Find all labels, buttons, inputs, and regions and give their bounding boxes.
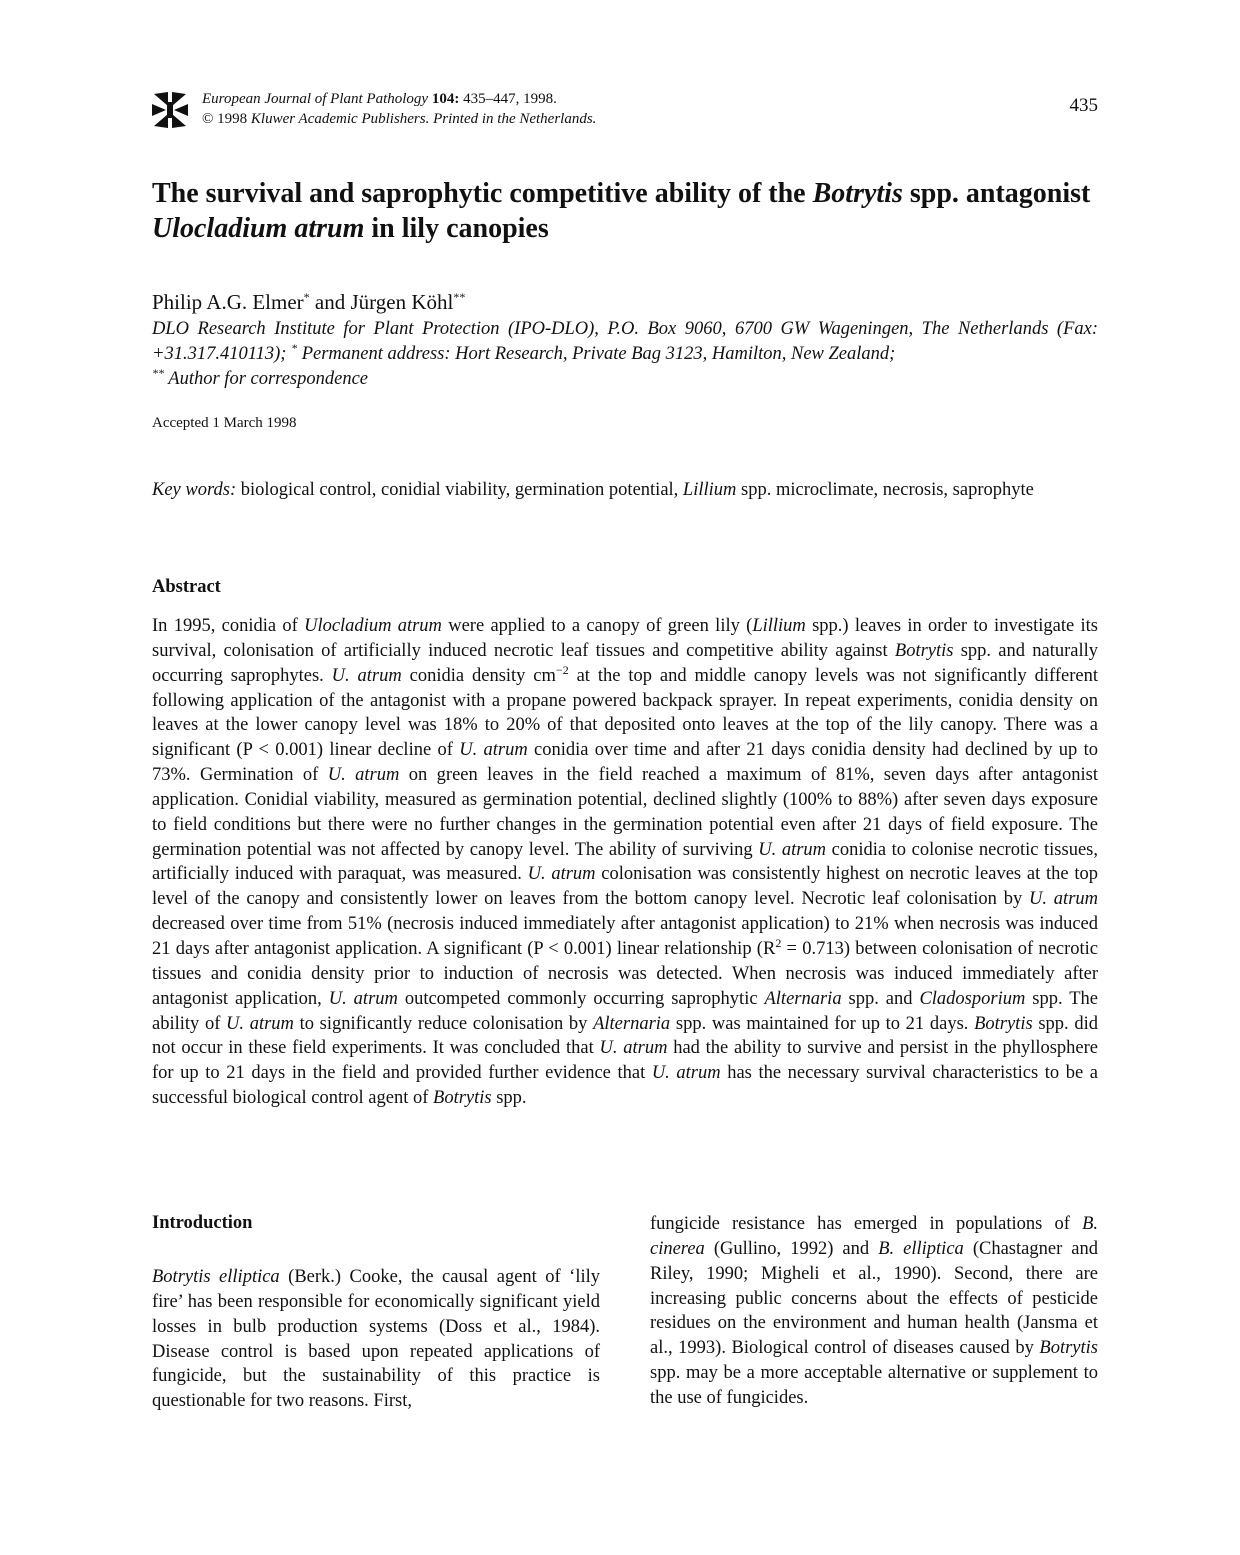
- intro-taxon: Botrytis: [1039, 1338, 1098, 1359]
- abstract-text: has the necessary survival characteristics to be a successful biological control agent of: [152, 1063, 1098, 1109]
- intro-text: spp. may be a more acceptable alternative or supplement to the use of fungicides.: [650, 1363, 1098, 1408]
- abstract-taxon: Alternaria: [593, 1013, 671, 1034]
- abstract-text: on green leaves in the field reached a maximum of 81%, seven days after antagonist application. Conidial viability, measured as germination potential, declined slightly (100% to 88%) after seven days exposure to field conditions but there were no further changes in the germination potential even after 21 days of field exposure. The germination potential was not affected by canopy level. The ability of surviving: [152, 765, 1098, 860]
- abstract-text: spp.: [491, 1088, 527, 1109]
- abstract-text: colonisation was consistently highest on necrotic leaves at the top level of the canopy and consistently lower on leaves from the bottom canopy level. Necrotic leaf colonisation by: [152, 864, 1098, 910]
- intro-text: fungicide resistance has emerged in populations of: [650, 1214, 1083, 1234]
- abstract-text: In 1995, conidia of: [152, 616, 305, 636]
- abstract-taxon: U. atrum: [226, 1013, 294, 1034]
- keywords-text-1: biological control, conidial viability, germination potential,: [236, 480, 683, 500]
- journal-name: European Journal of Plant Pathology: [202, 91, 429, 107]
- title-genus-botrytis: Botrytis: [812, 178, 903, 209]
- journal-citation: [202, 89, 596, 129]
- introduction-right-column: [650, 1212, 1098, 1411]
- publisher-line: Kluwer Academic Publishers. Printed in the Netherlands.: [250, 111, 597, 127]
- abstract-taxon: Botrytis: [894, 640, 954, 661]
- abstract-text: spp. was maintained for up to 21 days.: [670, 1013, 975, 1034]
- journal-volume: 104:: [431, 91, 460, 107]
- page-number: 435: [1069, 95, 1098, 116]
- abstract-taxon: Ulocladium atrum: [304, 616, 442, 636]
- author-kohl: Jürgen Köhl: [350, 290, 454, 314]
- title-species-ulocladium: Ulocladium atrum: [152, 213, 365, 244]
- author-connector: and: [309, 290, 351, 314]
- abstract-taxon: U. atrum: [527, 864, 596, 885]
- abstract-body: [152, 614, 1098, 1111]
- journal-line-1: [202, 89, 596, 109]
- abstract-superscript: 2: [775, 935, 782, 950]
- intro-taxon: Botrytis elliptica: [152, 1267, 280, 1287]
- title-text-3: in lily canopies: [364, 213, 549, 244]
- abstract-taxon: U. atrum: [328, 988, 398, 1009]
- journal-pages: 435–447, 1998.: [463, 91, 557, 107]
- accepted-date: Accepted 1 March 1998: [152, 415, 297, 431]
- affiliation-permanent: Permanent address: Hort Research, Private Bag 3123, Hamilton, New Zealand;: [297, 344, 896, 364]
- abstract-taxon: U. atrum: [327, 765, 400, 786]
- affiliation-correspondence: Author for correspondence: [164, 369, 368, 389]
- author-mark-2: **: [453, 290, 466, 304]
- affiliation-mark-2: **: [152, 365, 164, 380]
- copyright-year: © 1998: [202, 111, 248, 127]
- journal-line-2: [202, 109, 596, 129]
- abstract-text: spp. did not occur in these field experiments. It was concluded that: [152, 1013, 1098, 1059]
- abstract-heading: Abstract: [152, 577, 221, 597]
- abstract-text: spp.) leaves in order to investigate its survival, colonisation of artificially induced necrotic leaf tissues and competitive ability against: [152, 616, 1098, 661]
- abstract-text: outcompeted commonly occurring saprophytic: [397, 988, 765, 1009]
- author-list: [152, 288, 465, 316]
- abstract-taxon: U. atrum: [651, 1063, 721, 1084]
- abstract-taxon: Botrytis: [433, 1088, 492, 1109]
- abstract-text: to significantly reduce colonisation by: [293, 1013, 594, 1034]
- affiliation-mark-1: *: [291, 340, 298, 355]
- abstract-text: were applied to a canopy of green lily (: [441, 616, 753, 636]
- abstract-taxon: U. atrum: [331, 665, 402, 686]
- keywords: [152, 478, 1098, 503]
- abstract-taxon: Botrytis: [974, 1013, 1033, 1034]
- abstract-taxon: U. atrum: [758, 839, 827, 860]
- abstract-taxon: U. atrum: [459, 740, 528, 761]
- intro-text: (Berk.) Cooke, the causal agent of ‘lily fire’ has been responsible for economically significant yield losses in bulb production systems (Doss et al., 1984). Disease control is based upon repeated applications of fungicide, but the sustainability of this practice is questionable for two reasons. First,: [152, 1267, 600, 1412]
- abstract-taxon: Cladosporium: [919, 988, 1026, 1009]
- affiliation: [152, 317, 1098, 392]
- abstract-text: spp. The ability of: [152, 988, 1098, 1034]
- introduction-left-column: [152, 1265, 600, 1414]
- abstract-text: had the ability to survive and persist in the phyllosphere for up to 21 days in the field and provided further evidence that: [152, 1038, 1099, 1084]
- abstract-text: spp. and: [841, 988, 920, 1009]
- abstract-taxon: Lillium: [752, 616, 806, 636]
- intro-taxon: B. cinerea: [650, 1214, 1098, 1259]
- abstract-text: conidia to colonise necrotic tissues, artificially induced with paraquat, was measured.: [152, 839, 1098, 885]
- kluwer-logo-icon: [152, 88, 188, 132]
- intro-taxon: B. elliptica: [878, 1238, 964, 1259]
- journal-header: [152, 86, 1098, 136]
- title-text-2: spp. antagonist: [902, 178, 1091, 209]
- affiliation-main: DLO Research Institute for Plant Protection (IPO-DLO), P.O. Box 9060, 6700 GW Wageningen, The Netherlands (Fax: +31.317.410113);: [152, 319, 1098, 364]
- title-text-1: The survival and saprophytic competitive ability of the: [152, 178, 813, 209]
- paper-title: [152, 176, 1098, 246]
- abstract-taxon: U. atrum: [1029, 889, 1098, 910]
- introduction-heading: Introduction: [152, 1213, 253, 1233]
- keywords-genus: Lillium: [682, 480, 737, 500]
- abstract-taxon: U. atrum: [599, 1038, 668, 1059]
- abstract-superscript: −2: [555, 662, 569, 677]
- abstract-text: conidia density cm: [401, 665, 556, 686]
- abstract-text: at the top and middle canopy levels was not significantly different following application of the antagonist with a propane powered backpack sprayer. In repeat experiments, conidia density on leaves at the lower canopy level was 18% to 20% of that deposited onto leaves at the top of the lily canopy. There was a significant (P < 0.001) linear decline of: [152, 665, 1098, 761]
- keywords-label: Key words:: [152, 480, 237, 500]
- intro-text: (Chastagner and Riley, 1990; Migheli et al., 1990). Second, there are increasing public concerns about the effects of pesticide residues on the environment and human health (Jansma et al., 1993). Biological control of diseases caused by: [650, 1238, 1098, 1359]
- author-elmer: Philip A.G. Elmer: [152, 290, 304, 314]
- abstract-text: conidia over time and after 21 days conidia density had declined by up to 73%. Germination of: [152, 740, 1098, 786]
- abstract-text: = 0.713) between colonisation of necrotic tissues and conidia density prior to induction of necrosis was detected. When necrosis was induced immediately after antagonist application,: [152, 938, 1098, 1009]
- abstract-text: spp. and naturally occurring saprophytes.: [152, 640, 1098, 686]
- abstract-text: decreased over time from 51% (necrosis induced immediately after antagonist application) to 21% when necrosis was induced 21 days after antagonist application. A significant (P < 0.001) linear relationship (R: [152, 914, 1098, 959]
- author-mark-1: *: [303, 290, 310, 304]
- abstract-taxon: Alternaria: [764, 988, 842, 1009]
- keywords-text-2: spp. microclimate, necrosis, saprophyte: [736, 480, 1034, 500]
- intro-text: (Gullino, 1992) and: [704, 1238, 879, 1259]
